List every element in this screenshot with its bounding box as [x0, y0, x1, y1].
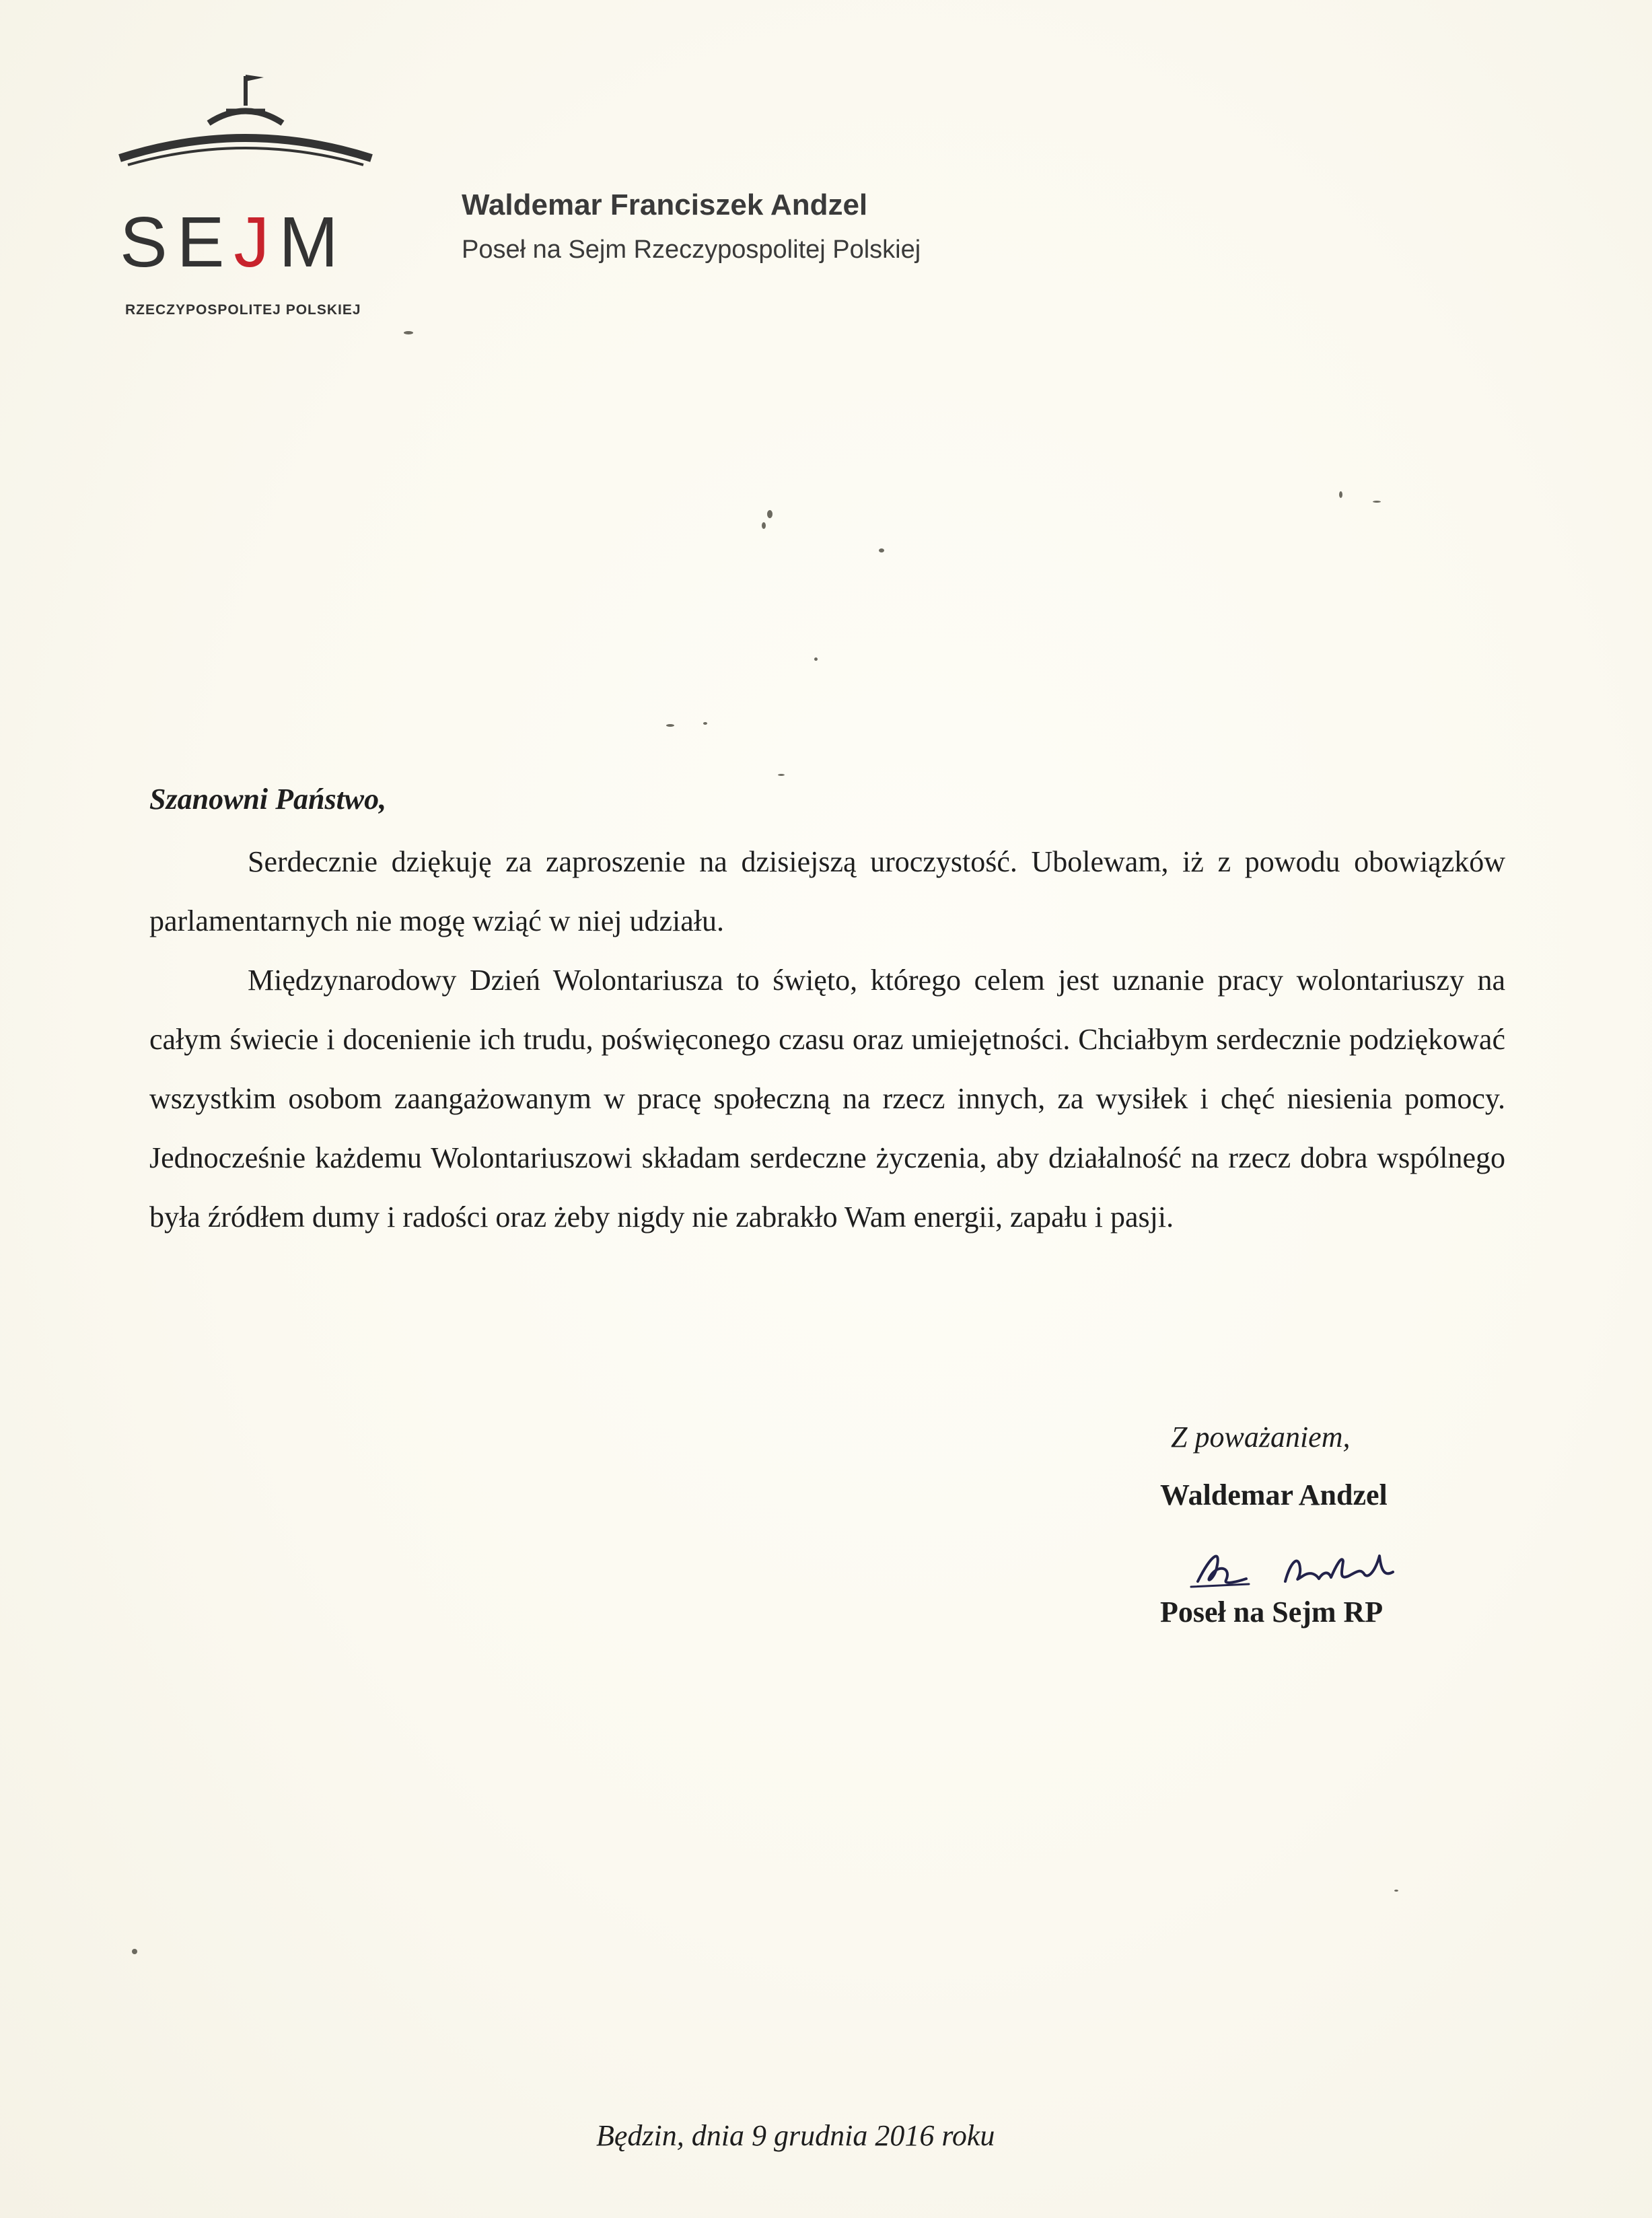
logo-word-prefix: SE [120, 203, 234, 282]
scan-speck [404, 331, 413, 334]
scan-speck [778, 774, 785, 776]
date-line: Będzin, dnia 9 grudnia 2016 roku [596, 2119, 995, 2152]
handwritten-signature [1184, 1541, 1413, 1595]
scan-speck [703, 722, 707, 725]
paragraph: Międzynarodowy Dzień Wolontariusza to święto, którego celem jest uznanie pracy wolontariuszy na całym świecie i docenienie ich trudu, poświęconego czasu oraz umiejętności. Chciałbym serdecznie podziękować wszystkim osobom zaangażowanym w pracę społeczną na rzecz innych, za wysiłek i chęć niesienia pomocy. Jednocześnie każdemu Wolontariuszowi składam serdeczne życzenia, aby działalność na rzecz dobra wspólnego była źródłem dumy i radości oraz żeby nigdy nie zabrakło Wam energii, zapału i pasji. [149, 964, 1505, 1233]
logo-word-bar: J [234, 203, 279, 282]
scan-speck [762, 522, 766, 529]
letter-body [149, 832, 1505, 1247]
logo-subtitle: RZECZYPOSPOLITEJ POLSKIEJ [125, 302, 361, 318]
sejm-dome-icon [108, 64, 417, 205]
scan-speck [132, 1949, 137, 1954]
scan-speck [767, 510, 773, 518]
logo-wordmark [120, 202, 348, 283]
scan-speck [879, 548, 884, 552]
scan-speck [1373, 501, 1381, 503]
salutation: Szanowni Państwo, [149, 783, 387, 816]
scan-speck [1394, 1890, 1398, 1892]
paragraph: Serdecznie dziękuję za zaproszenie na dzisiejszą uroczystość. Ubolewam, iż z powodu obowiązków parlamentarnych nie mogę wziąć w niej udziału. [149, 845, 1505, 937]
letterhead-role: Poseł na Sejm Rzeczypospolitej Polskiej [462, 236, 921, 264]
closing-name: Waldemar Andzel [1160, 1478, 1388, 1511]
closing-regards: Z poważaniem, [1171, 1421, 1351, 1454]
sejm-logo [108, 64, 417, 318]
letterhead-name: Waldemar Franciszek Andzel [462, 188, 868, 221]
scan-speck [666, 724, 674, 727]
scan-speck [814, 657, 818, 661]
scan-speck [1339, 491, 1342, 498]
closing-title: Poseł na Sejm RP [1160, 1596, 1384, 1629]
logo-word-suffix: M [279, 203, 348, 282]
